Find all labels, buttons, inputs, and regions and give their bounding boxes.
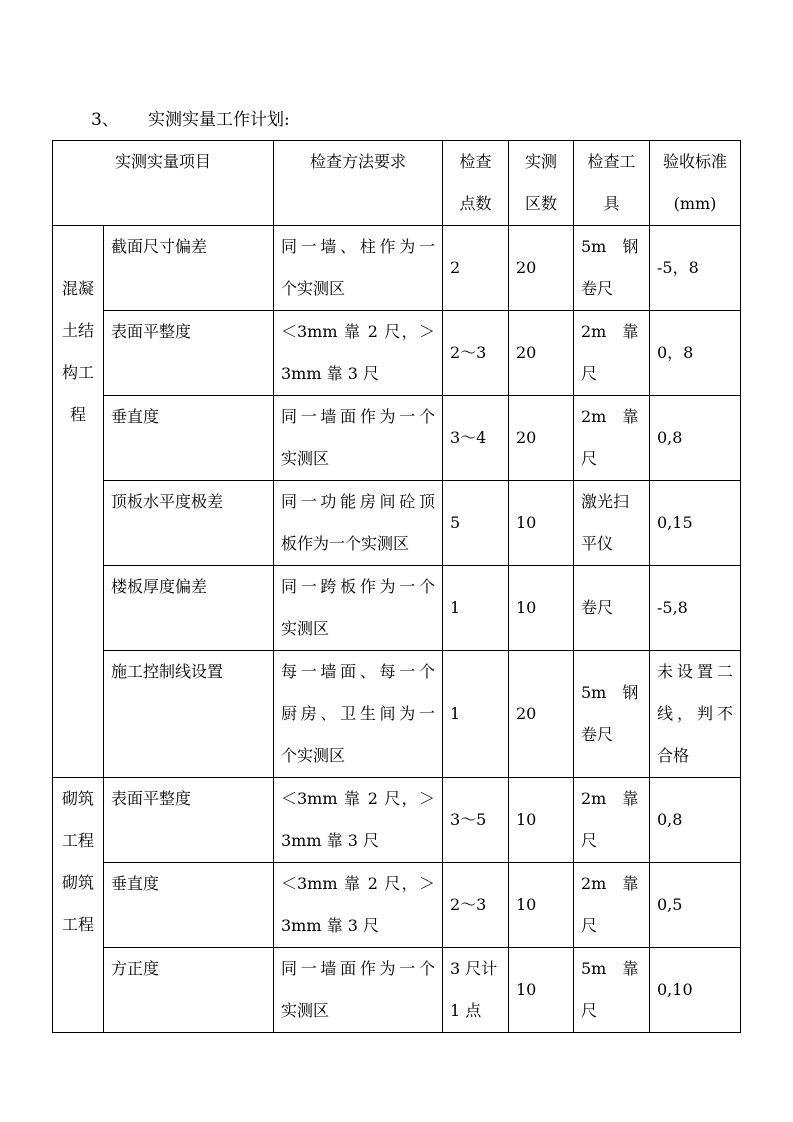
table-row bbox=[53, 311, 741, 396]
table-row bbox=[53, 651, 741, 778]
table-row bbox=[53, 948, 741, 1033]
table-row bbox=[53, 481, 741, 566]
table-row bbox=[53, 778, 741, 863]
row-standard: 0,10 bbox=[650, 948, 741, 1033]
row-areas: 10 bbox=[509, 863, 574, 948]
row-tool: 2m 靠 尺 bbox=[574, 396, 650, 481]
row-tool: 激光扫 平仪 bbox=[574, 481, 650, 566]
row-item: 方正度 bbox=[104, 948, 274, 1033]
row-standard: 未设置二 线，判不 合格 bbox=[650, 651, 741, 778]
row-areas: 10 bbox=[509, 948, 574, 1033]
row-areas: 10 bbox=[509, 566, 574, 651]
row-method: 同一墙面作为一个 实测区 bbox=[274, 396, 443, 481]
row-item: 顶板水平度极差 bbox=[104, 481, 274, 566]
row-areas: 10 bbox=[509, 481, 574, 566]
row-tool: 5m 钢 卷尺 bbox=[574, 651, 650, 778]
row-areas: 10 bbox=[509, 778, 574, 863]
row-points: 3 尺计 1 点 bbox=[443, 948, 509, 1033]
header-item: 实测实量项目 bbox=[53, 141, 274, 226]
row-tool: 2m 靠 尺 bbox=[574, 311, 650, 396]
row-standard: 0，8 bbox=[650, 311, 741, 396]
row-tool: 5m 钢 卷尺 bbox=[574, 226, 650, 311]
category-masonry: 砌筑 工程 砌筑 工程 bbox=[53, 778, 104, 1033]
table-row bbox=[53, 566, 741, 651]
header-tool: 检查工 具 bbox=[574, 141, 650, 226]
section-number: 3、 bbox=[91, 110, 119, 130]
row-tool: 2m 靠 尺 bbox=[574, 778, 650, 863]
section-title: 实测实量工作计划: bbox=[148, 110, 290, 130]
header-points: 检查 点数 bbox=[443, 141, 509, 226]
row-method: ＜3mm 靠 2 尺，＞ 3mm 靠 3 尺 bbox=[274, 863, 443, 948]
table-row bbox=[53, 863, 741, 948]
row-item: 表面平整度 bbox=[104, 778, 274, 863]
row-item: 施工控制线设置 bbox=[104, 651, 274, 778]
row-method: 同一墙面作为一个 实测区 bbox=[274, 948, 443, 1033]
row-method: 同一功能房间砼顶 板作为一个实测区 bbox=[274, 481, 443, 566]
section-heading bbox=[91, 108, 290, 132]
row-tool: 2m 靠 尺 bbox=[574, 863, 650, 948]
row-points: 2～3 bbox=[443, 863, 509, 948]
row-method: 同一墙、柱作为一 个实测区 bbox=[274, 226, 443, 311]
row-areas: 20 bbox=[509, 651, 574, 778]
measurement-plan-table bbox=[52, 140, 741, 1033]
row-areas: 20 bbox=[509, 226, 574, 311]
header-areas: 实测 区数 bbox=[509, 141, 574, 226]
row-points: 1 bbox=[443, 566, 509, 651]
row-item: 截面尺寸偏差 bbox=[104, 226, 274, 311]
row-areas: 20 bbox=[509, 311, 574, 396]
row-standard: 0,15 bbox=[650, 481, 741, 566]
header-row bbox=[53, 141, 741, 226]
row-tool: 卷尺 bbox=[574, 566, 650, 651]
table-row bbox=[53, 396, 741, 481]
header-method: 检查方法要求 bbox=[274, 141, 443, 226]
header-standard: 验收标准 (mm) bbox=[650, 141, 741, 226]
row-points: 2 bbox=[443, 226, 509, 311]
category-concrete: 混凝 土结 构工 程 bbox=[53, 226, 104, 778]
row-tool: 5m 靠 尺 bbox=[574, 948, 650, 1033]
row-standard: -5，8 bbox=[650, 226, 741, 311]
row-areas: 20 bbox=[509, 396, 574, 481]
row-points: 5 bbox=[443, 481, 509, 566]
row-points: 3～4 bbox=[443, 396, 509, 481]
row-item: 表面平整度 bbox=[104, 311, 274, 396]
row-standard: 0,5 bbox=[650, 863, 741, 948]
row-standard: 0,8 bbox=[650, 396, 741, 481]
row-points: 3～5 bbox=[443, 778, 509, 863]
row-method: 每一墙面、每一个 厨房、卫生间为一 个实测区 bbox=[274, 651, 443, 778]
row-item: 垂直度 bbox=[104, 396, 274, 481]
row-method: ＜3mm 靠 2 尺，＞ 3mm 靠 3 尺 bbox=[274, 778, 443, 863]
row-standard: -5,8 bbox=[650, 566, 741, 651]
row-points: 1 bbox=[443, 651, 509, 778]
row-item: 楼板厚度偏差 bbox=[104, 566, 274, 651]
row-points: 2～3 bbox=[443, 311, 509, 396]
row-standard: 0,8 bbox=[650, 778, 741, 863]
row-method: ＜3mm 靠 2 尺，＞ 3mm 靠 3 尺 bbox=[274, 311, 443, 396]
table-row bbox=[53, 226, 741, 311]
row-item: 垂直度 bbox=[104, 863, 274, 948]
row-method: 同一跨板作为一个 实测区 bbox=[274, 566, 443, 651]
